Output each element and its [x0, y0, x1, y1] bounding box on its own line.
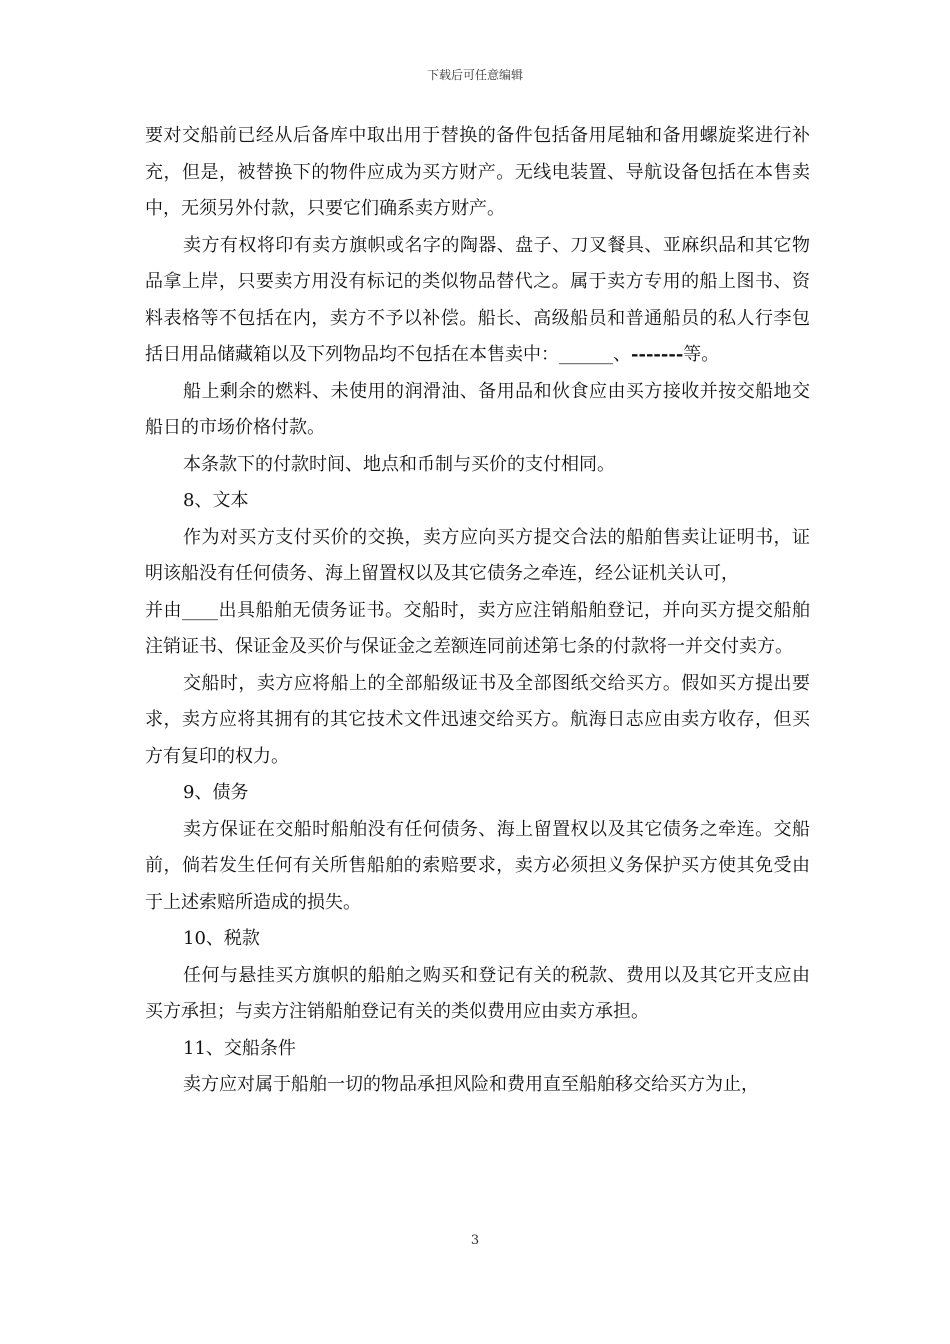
paragraph-remaining-fuel: 船上剩余的燃料、未使用的润滑油、备用品和伙食应由买方接收并按交船地交船日的市场价格付款。: [145, 380, 810, 438]
page-header: 下载后可任意编辑: [426, 68, 523, 82]
blank-dashes: -------: [631, 344, 684, 365]
paragraph-delivery-conditions: 卖方应对属于船舶一切的物品承担风险和费用直至船舶移交给买方为止，: [183, 1074, 759, 1095]
paragraph-certificates: 交船时，卖方应将船上的全部船级证书及全部图纸交给买方。假如买方提出要求，卖方应将其拥有的其它技术文件迅速交给买方。航海日志应由卖方收存，但买方有复印的权力。: [145, 672, 810, 767]
section-heading-11: 11、交船条件: [183, 1037, 296, 1059]
paragraph-payment-terms: 本条款下的付款时间、地点和币制与买价的支付相同。: [183, 453, 615, 475]
paragraph-taxes: 任何与悬挂买方旗帜的船舶之购买和登记有关的税款、费用以及其它开支应由买方承担；与卖方注销船舶登记有关的类似费用应由卖方承担。: [145, 964, 810, 1022]
paragraph-deregistration: 并由____出具船舶无债务证书。交船时，卖方应注销船舶登记，并向买方提交船舶注销证书、保证金及买价与保证金之差额连同前述第七条的付款将一并交付卖方。: [145, 599, 810, 657]
page-number: 3: [470, 1233, 480, 1248]
paragraph-bill-of-sale: 作为对买方支付买价的交换，卖方应向买方提交合法的船舶售卖让证明书，证明该船没有任何债务、海上留置权以及其它债务之牵连，经公证机关认可，: [145, 526, 810, 584]
paragraph-spare-parts: 要对交船前已经从后备库中取出用于替换的备件包括备用尾轴和备用螺旋桨进行补充，但是，被替换下的物件应成为买方财产。无线电装置、导航设备包括在本售卖中，无须另外付款，只要它们确系卖方财产。: [145, 125, 810, 219]
section-heading-9: 9、债务: [183, 782, 249, 803]
section-heading-8: 8、文本: [183, 490, 249, 511]
document-body: [145, 118, 810, 1104]
dashes-suffix: 等。: [683, 344, 720, 365]
section-heading-10: 10、税款: [183, 928, 260, 949]
paragraph-encumbrances: 卖方保证在交船时船舶没有任何债务、海上留置权以及其它债务之牵连。交船前，倘若发生任何有关所售船舶的索赔要求，卖方必须担义务保护买方使其免受由于上述索赔所造成的损失。: [145, 818, 810, 913]
paragraph-seller-rights-text: 卖方有权将印有卖方旗帜或名字的陶器、盘子、刀叉餐具、亚麻织品和其它物品拿上岸，只要卖方用没有标记的类似物品替代之。属于卖方专用的船上图书、资料表格等不包括在内，卖方不予以补偿。船长、高级船员和普通船员的私人行李包括日用品储藏箱以及下列物品均不包括在本售卖中：______、: [145, 234, 810, 365]
paragraph-seller-rights: [145, 228, 810, 374]
